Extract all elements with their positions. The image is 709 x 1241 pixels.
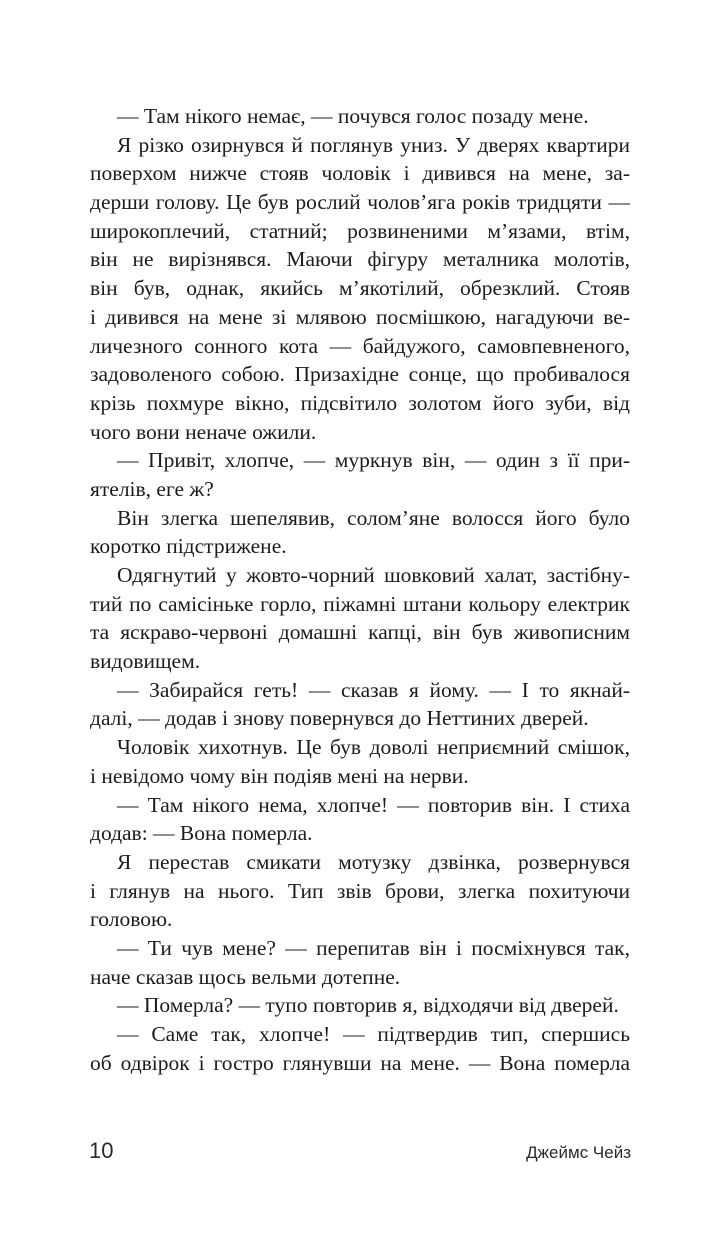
text-line: Одягнутий у жовто-чорний шовковий халат, застібну- (117, 563, 630, 587)
running-footer-author: Джеймс Чейз (526, 1143, 631, 1162)
text-line: поверхом нижче стояв чоловік і дивився на мене, за- (90, 161, 630, 186)
text-line: Я перестав смикати мотузку дзвінка, розвернувся (117, 849, 630, 874)
text-line: — Там нікого нема, хлопче! — повторив він. І стиха (117, 792, 630, 817)
text-line: ятелів, еге ж? (90, 476, 214, 501)
text-line: личезного сонного кота — байдужого, самовпевненого, (90, 333, 630, 358)
text-line: головою. (90, 907, 173, 932)
text-line: задоволеного собою. Призахідне сонце, що пробивалося (90, 362, 630, 387)
text-line: дерши голову. Це був рослий чолов’яга років тридцяти — (90, 190, 630, 215)
page-number: 10 (89, 1138, 114, 1163)
text-line: — Там нікого немає, — почувся голос позаду мене. (117, 104, 589, 128)
text-line: та яскраво-червоні домашні капці, він був живописним (90, 620, 630, 645)
text-line: Чоловік хихотнув. Це був доволі неприємний смішок, (117, 735, 630, 760)
text-line: далі, — додав і знову повернувся до Неттиних дверей. (90, 706, 589, 731)
text-line: — Привіт, хлопче, — муркнув він, — один з її при- (117, 448, 630, 473)
text-line: видовищем. (90, 649, 201, 674)
text-line: тий по самісіньке горло, піжамні штани кольору електрик (90, 591, 630, 616)
text-line: Він злегка шепелявив, солом’яне волосся його було (117, 505, 630, 530)
text-line: він був, однак, якийсь м’якотілий, обрезклий. Стояв (90, 276, 630, 301)
text-line: і глянув на нього. Тип звів брови, злегка похитуючи (90, 878, 630, 903)
text-line: об одвірок і гостро глянувши на мене. — Вона померла (90, 1050, 630, 1075)
text-line: коротко підстрижене. (90, 534, 287, 559)
text-line: широкоплечий, статний; розвиненими м’язами, втім, (90, 218, 630, 243)
text-line: — Забирайся геть! — сказав я йому. — І то якнай- (117, 677, 630, 702)
text-line: чого вони неначе ожили. (90, 419, 317, 444)
text-line: — Померла? — тупо повторив я, відходячи від дверей. (117, 993, 619, 1018)
text-line: додав: — Вона померла. (90, 821, 313, 846)
text-line: наче сказав щось вельми дотепне. (90, 964, 401, 989)
text-line: і дивився на мене зі млявою посмішкою, нагадуючи ве- (90, 304, 630, 329)
text-line: і невідомо чому він подіяв мені на нерви. (90, 763, 469, 788)
text-line: — Саме так, хлопче! — підтвердив тип, спершись (117, 1022, 630, 1046)
text-line: крізь похмуре вікно, підсвітило золотом його зуби, від (90, 390, 630, 415)
body-text (90, 102, 630, 1077)
text-line: — Ти чув мене? — перепитав він і посміхнувся так, (117, 935, 630, 960)
text-line: Я різко озирнувся й поглянув униз. У дверях квартири (117, 132, 630, 157)
text-line: він не вирізнявся. Маючи фігуру металника молотів, (90, 247, 630, 272)
